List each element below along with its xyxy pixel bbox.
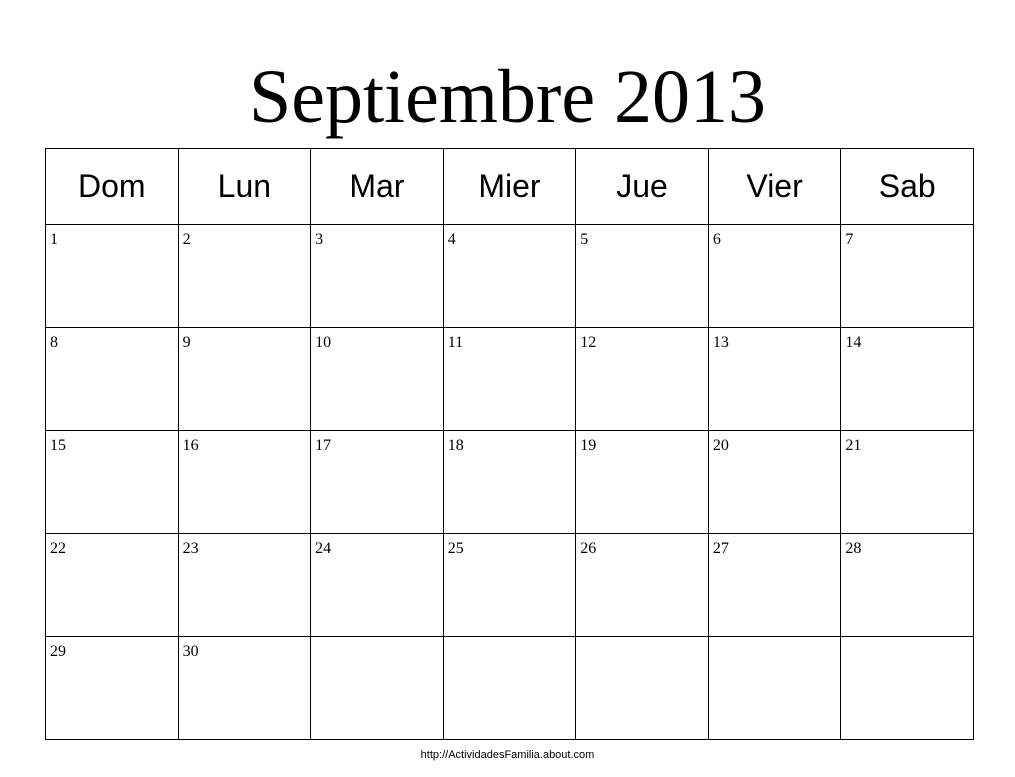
day-cell: [311, 431, 444, 534]
day-number: 7: [845, 231, 854, 248]
day-cell: [311, 328, 444, 431]
day-number: 2: [182, 231, 191, 248]
day-number: 27: [712, 540, 729, 557]
day-cell: [178, 637, 311, 740]
day-number: 29: [50, 643, 66, 660]
day-number: 22: [50, 540, 66, 557]
day-cell: [576, 328, 709, 431]
day-number: 6: [712, 231, 721, 248]
day-cell: [46, 534, 179, 637]
week-row: [46, 431, 974, 534]
day-cell: [178, 328, 311, 431]
day-cell: [46, 225, 179, 328]
weekday-header: Jue: [576, 149, 709, 225]
day-number: 11: [447, 334, 464, 351]
day-cell: [841, 637, 974, 740]
day-number: 19: [580, 437, 597, 454]
day-cell: [46, 328, 179, 431]
day-number: 10: [315, 334, 332, 351]
day-cell: [46, 431, 179, 534]
day-number: 20: [712, 437, 729, 454]
day-number: 25: [447, 540, 464, 557]
day-cell: [841, 534, 974, 637]
day-cell: [311, 637, 444, 740]
day-number: 18: [447, 437, 464, 454]
weekday-header-row: [46, 149, 974, 225]
weekday-header: Lun: [178, 149, 311, 225]
day-cell: [708, 534, 841, 637]
day-cell: [443, 431, 576, 534]
day-cell: [443, 637, 576, 740]
day-cell: [443, 534, 576, 637]
day-cell: [576, 534, 709, 637]
day-number: [444, 637, 576, 643]
day-number: 12: [580, 334, 597, 351]
day-cell: [708, 431, 841, 534]
day-cell: [178, 431, 311, 534]
day-cell: [178, 225, 311, 328]
day-number: [311, 637, 443, 643]
day-number: 24: [315, 540, 332, 557]
day-number: 4: [447, 231, 456, 248]
day-cell: [311, 225, 444, 328]
day-number: [576, 637, 708, 643]
day-number: 1: [50, 231, 58, 248]
weekday-header: Vier: [708, 149, 841, 225]
day-number: 23: [182, 540, 199, 557]
day-cell: [46, 637, 179, 740]
calendar-grid: [45, 148, 974, 740]
day-number: [841, 637, 973, 643]
weekday-header: Mier: [443, 149, 576, 225]
day-cell: [443, 225, 576, 328]
week-row: [46, 534, 974, 637]
day-cell: [443, 328, 576, 431]
weekday-header: Sab: [841, 149, 974, 225]
day-number: 14: [845, 334, 862, 351]
weekday-header: Dom: [46, 149, 179, 225]
day-number: 16: [182, 437, 199, 454]
day-number: 15: [50, 437, 66, 454]
day-cell: [841, 431, 974, 534]
day-cell: [311, 534, 444, 637]
day-cell: [576, 225, 709, 328]
day-number: 3: [315, 231, 324, 248]
day-number: 5: [580, 231, 589, 248]
footer-url: http://ActividadesFamilia.about.com: [420, 749, 595, 761]
day-number: 8: [50, 334, 58, 351]
day-cell: [708, 637, 841, 740]
day-cell: [708, 328, 841, 431]
day-number: 17: [315, 437, 332, 454]
day-number: [709, 637, 841, 643]
day-cell: [841, 225, 974, 328]
day-number: 9: [182, 334, 191, 351]
day-cell: [178, 534, 311, 637]
day-number: 30: [182, 643, 199, 660]
day-number: 28: [845, 540, 862, 557]
day-cell: [576, 637, 709, 740]
day-number: 21: [845, 437, 862, 454]
day-number: 26: [580, 540, 597, 557]
day-cell: [841, 328, 974, 431]
calendar-title: Septiembre 2013: [248, 55, 767, 139]
week-row: [46, 637, 974, 740]
day-cell: [576, 431, 709, 534]
day-number: 13: [712, 334, 729, 351]
week-row: [46, 328, 974, 431]
day-cell: [708, 225, 841, 328]
weekday-header: Mar: [311, 149, 444, 225]
week-row: [46, 225, 974, 328]
